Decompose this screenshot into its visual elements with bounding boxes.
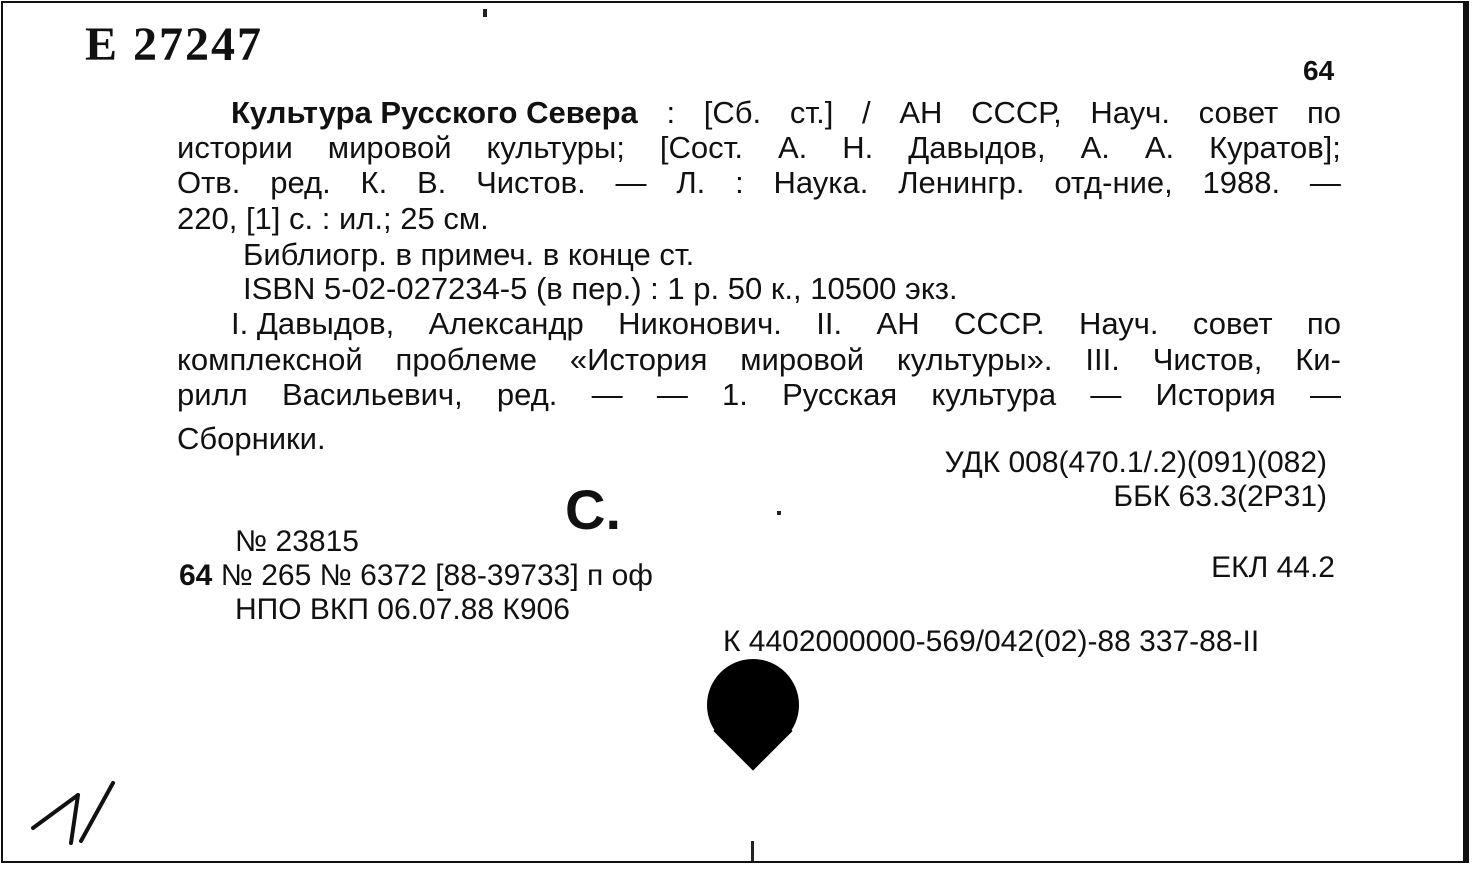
entry-line-2 (177, 130, 1341, 165)
extent-line: 220, [1] с. : ил.; 25 см. (177, 201, 489, 236)
word: Отв. (177, 165, 241, 200)
catalog-card (1, 1, 1469, 863)
word: по (1306, 95, 1341, 130)
word: Васильевич, (281, 377, 463, 412)
word: : (666, 95, 676, 130)
word: Ленингр. (898, 165, 1025, 200)
word: истории (177, 130, 293, 165)
ekl-code: ЕКЛ 44.2 (1211, 551, 1335, 584)
entry-line-1 (231, 95, 1341, 130)
word: Чистов, (1152, 342, 1263, 377)
word: Науч. (1090, 95, 1170, 130)
word: «История (569, 342, 708, 377)
word: [Сб. (703, 95, 762, 130)
word: ред. (496, 377, 558, 412)
word: А. (1144, 130, 1175, 165)
word: рилл (177, 377, 248, 412)
word: культура (931, 377, 1057, 412)
punch-tick-top (483, 9, 487, 17)
word: по (1306, 306, 1341, 341)
tracing-line-2 (177, 342, 1341, 377)
word: АН (876, 306, 920, 341)
word: — (1309, 165, 1341, 200)
word: / (862, 95, 871, 130)
word: Н. (842, 130, 874, 165)
handwritten-one-mark (23, 773, 133, 853)
page-number: 64 (1303, 55, 1335, 86)
k-number: К 4402000000-569/042(02)-88 337-88-II (723, 625, 1260, 658)
bbk-code: ББК 63.3(2Р31) (1113, 480, 1327, 513)
word: Куратов]; (1209, 130, 1341, 165)
word: Никонович. (618, 306, 782, 341)
word: — (591, 377, 623, 412)
entry-line-3 (177, 165, 1341, 200)
word: Культура Русского Севера (231, 95, 638, 130)
npo-line: НПО ВКП 06.07.88 К906 (235, 593, 570, 626)
punch-tick-bottom (751, 841, 754, 861)
word: АН (899, 95, 943, 130)
word: мировой (327, 130, 452, 165)
word: — (615, 165, 647, 200)
word: проблеме (395, 342, 538, 377)
word: II. (816, 306, 843, 341)
tracing-line-1 (231, 306, 1341, 341)
word: Давыдов, (908, 130, 1046, 165)
word: Ки- (1295, 342, 1341, 377)
word: — (1309, 377, 1341, 412)
isbn-line: ISBN 5-02-027234-5 (в пер.) : 1 р. 50 к., 10500 экз. (243, 271, 958, 306)
word: Наука. (773, 165, 869, 200)
word: комплексной (177, 342, 363, 377)
word: 1988. (1202, 165, 1281, 200)
word: ред. (270, 165, 331, 200)
word: К. (360, 165, 388, 200)
word: отд-ние, (1054, 165, 1173, 200)
word: А. (1080, 130, 1110, 165)
bibliography-note: Библиогр. в примеч. в конце ст. (243, 237, 695, 272)
print-line (179, 559, 653, 593)
word: совет (1198, 95, 1279, 130)
word: совет (1192, 306, 1273, 341)
word: Л. (676, 165, 706, 200)
word: СССР. (953, 306, 1045, 341)
word: Александр (428, 306, 584, 341)
word: 1. (722, 377, 748, 412)
word: В. (416, 165, 447, 200)
shelf-mark: Е 27247 (85, 18, 264, 71)
speck (777, 511, 781, 515)
print-line-prefix: 64 (179, 559, 213, 592)
tracing-last: Сборники. (177, 421, 326, 456)
word: История (1155, 377, 1276, 412)
word: культуры; (486, 130, 625, 165)
word: I. Давыдов, (231, 306, 395, 341)
word: СССР, (971, 95, 1062, 130)
word: [Сост. (659, 130, 743, 165)
letter-mark: С. (565, 478, 621, 541)
order-number: № 23815 (235, 525, 359, 558)
word: мировой (740, 342, 865, 377)
word: — (1090, 377, 1122, 412)
word: А. (777, 130, 808, 165)
word: культуры». (896, 342, 1053, 377)
word: : (735, 165, 744, 200)
udk-code: УДК 008(470.1/.2)(091)(082) (944, 446, 1327, 479)
word: — (656, 377, 688, 412)
word: Чистов. (476, 165, 586, 200)
word: ст.] (789, 95, 834, 130)
word: Русская (782, 377, 898, 412)
tracing-line-3 (177, 377, 1341, 412)
word: III. (1085, 342, 1120, 377)
print-line-text: № 265 № 6372 [88-39733] п оф (220, 559, 653, 592)
word: Науч. (1078, 306, 1159, 341)
punch-hole (707, 659, 799, 751)
